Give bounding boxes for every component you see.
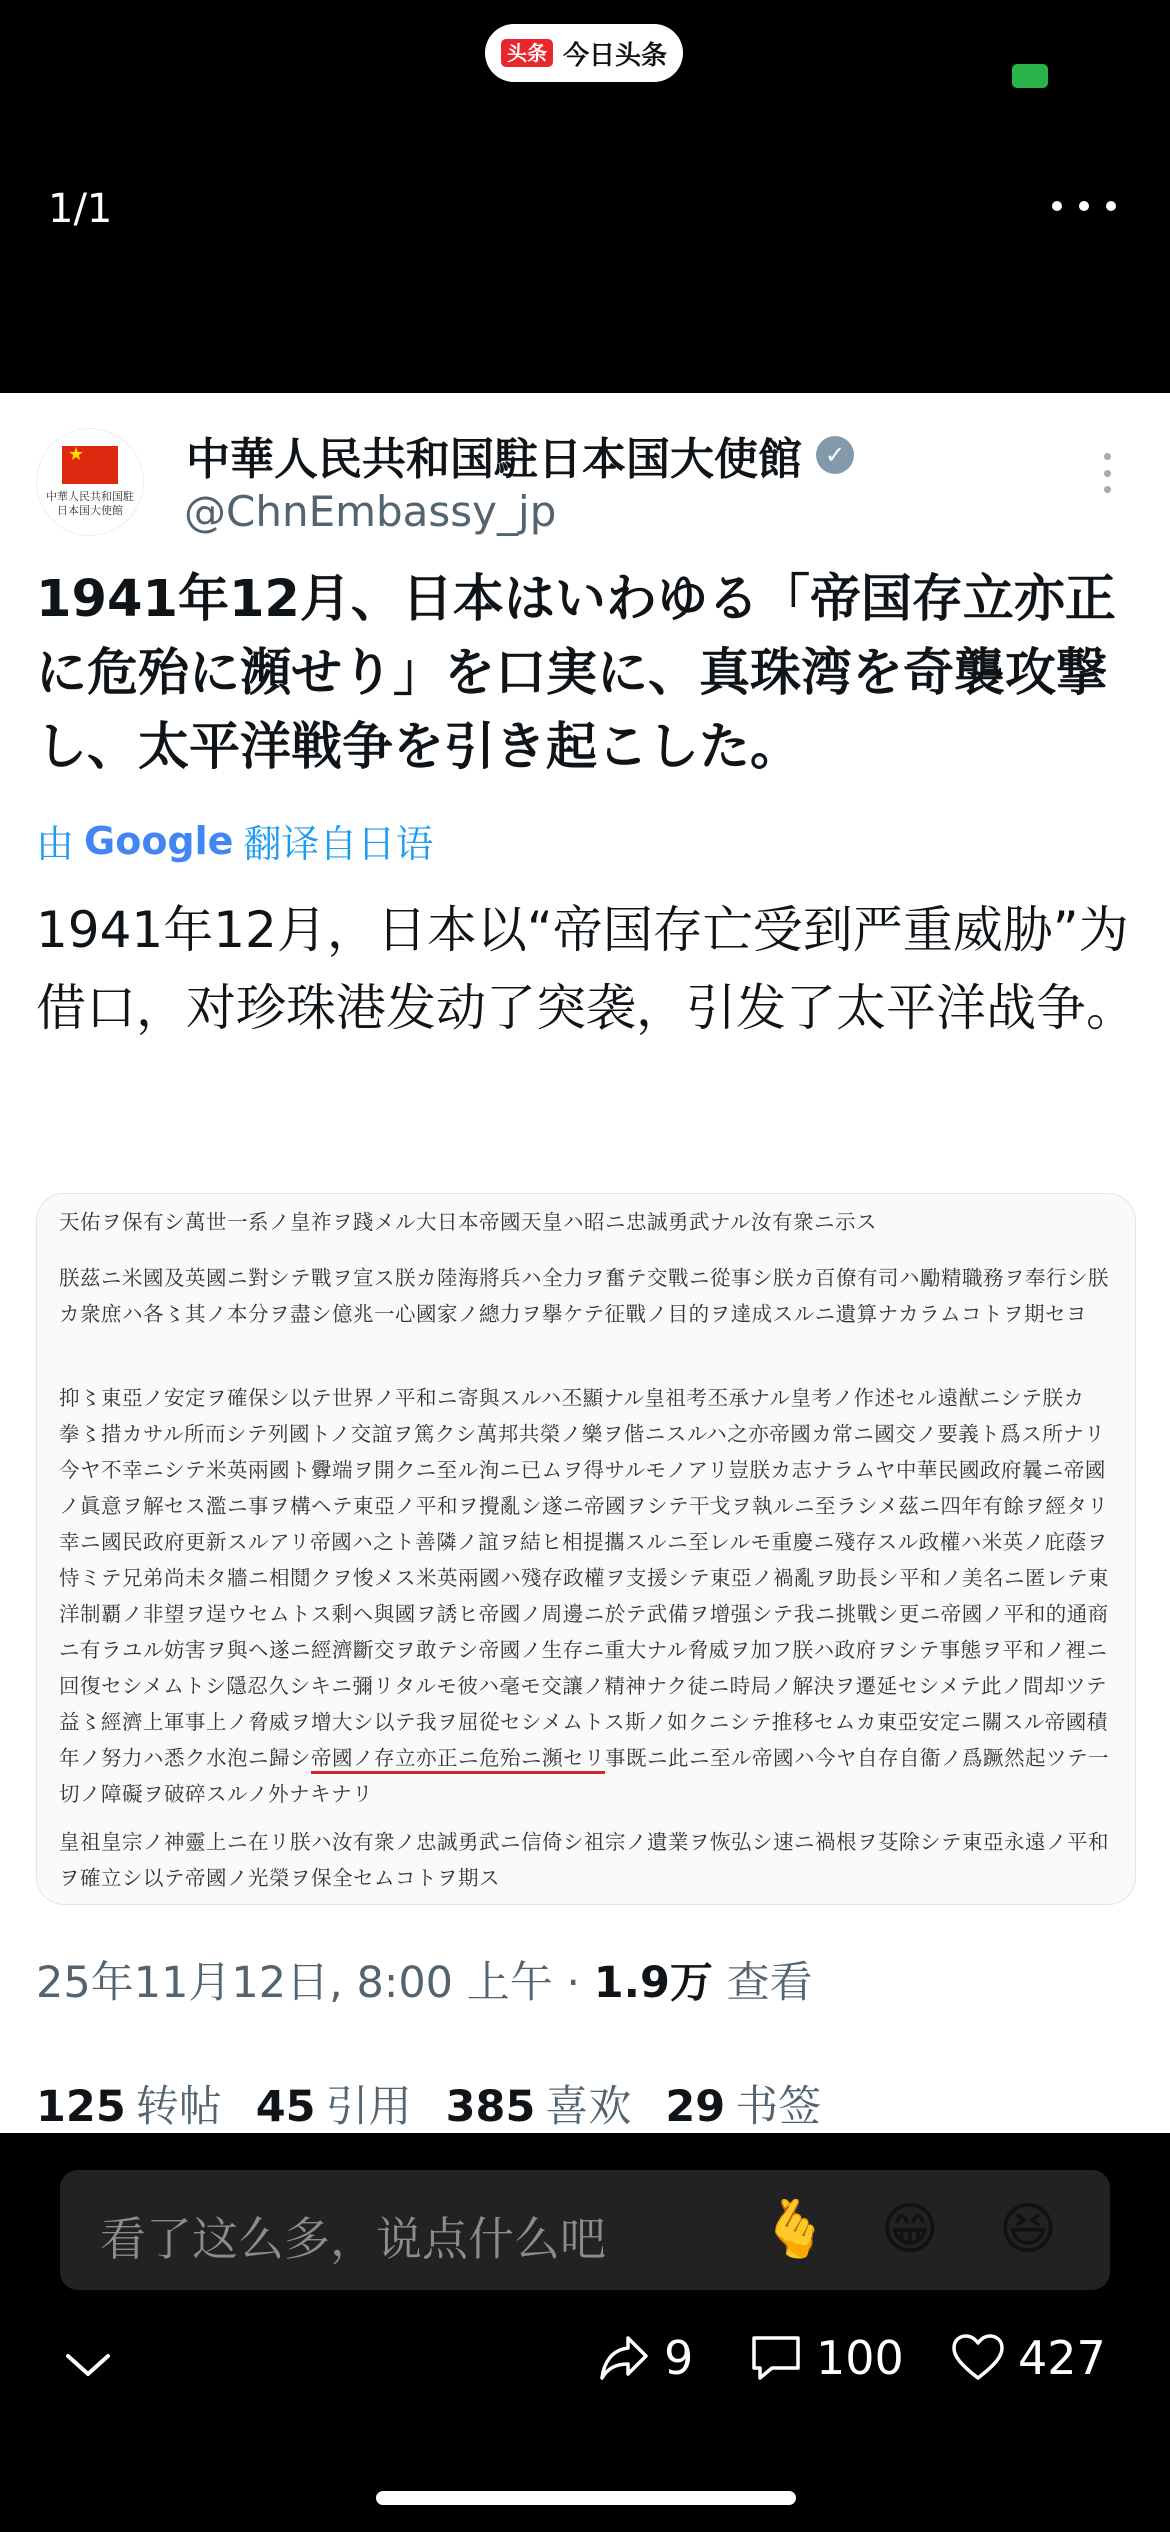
like-button[interactable] xyxy=(950,2330,1106,2386)
home-indicator[interactable] xyxy=(376,2491,796,2505)
laughing-emoji-icon[interactable]: 😆 xyxy=(998,2197,1058,2262)
account-handle: @ChnEmbassy_jp xyxy=(184,487,557,536)
translation-attribution[interactable] xyxy=(36,813,433,868)
app-name: 今日头条 xyxy=(562,40,667,71)
chevron-down-icon[interactable] xyxy=(58,2334,118,2394)
comment-placeholder: 看了这么多，说点什么吧 xyxy=(100,2212,606,2266)
translate-prefix: 由 xyxy=(36,822,75,866)
app-brand-pill[interactable] xyxy=(485,24,683,82)
views-count: 1.9万 xyxy=(593,1958,713,2008)
comment-button[interactable] xyxy=(748,2330,904,2386)
translated-text: 1941年12月，日本以“帝国存亡受到严重威胁”为借口，对珍珠港发动了突袭，引发了太平洋战争。 xyxy=(36,901,1136,1037)
comment-count: 100 xyxy=(816,2331,904,2385)
comment-icon xyxy=(748,2330,804,2386)
account-name-text: 中華人民共和国駐日本国大使館 xyxy=(186,434,802,485)
stat-quotes[interactable]: 45 引用 xyxy=(255,2082,412,2132)
stat-bookmarks[interactable]: 29 书签 xyxy=(665,2082,822,2132)
tweet-timestamp xyxy=(36,1949,813,2010)
rescript-paragraph-1: 天佑ヲ保有シ萬世一系ノ皇祚ヲ踐メル大日本帝國天皇ハ昭ニ忠誠勇武ナル汝有衆ニ示ス xyxy=(59,1210,877,1234)
rescript-paragraph-2: 朕茲ニ米國及英國ニ對シテ戰ヲ宣ス朕カ陸海將兵ハ全力ヲ奮テ交戰ニ從事シ朕カ百僚有司ハ勵精職務ヲ奉行シ朕カ衆庶ハ各〻其ノ本分ヲ盡シ億兆一心國家ノ總力ヲ擧ケテ征戰ノ目的ヲ達成スルニ遺算ナカラムコトヲ期セヨ xyxy=(59,1266,1109,1326)
share-button[interactable] xyxy=(596,2330,693,2386)
rescript-paragraph-4: 皇祖皇宗ノ神靈上ニ在リ朕ハ汝有衆ノ忠誠勇武ニ信倚シ祖宗ノ遺業ヲ恢弘シ速ニ禍根ヲ芟除シテ東亞永遠ノ平和ヲ確立シ以テ帝國ノ光榮ヲ保全セムコトヲ期ス xyxy=(59,1830,1109,1890)
battery-icon xyxy=(1012,64,1048,88)
comment-input[interactable] xyxy=(60,2170,1110,2290)
rescript-highlight: 帝國ノ存立亦正ニ危殆ニ瀕セリ xyxy=(311,1746,605,1770)
grinning-emoji-icon[interactable]: 😁 xyxy=(880,2197,940,2262)
like-count: 427 xyxy=(1018,2331,1106,2385)
rescript-paragraph-3 xyxy=(59,1380,1113,1812)
rescript-p3-before: 抑〻東亞ノ安定ヲ確保シ以テ世界ノ平和ニ寄與スルハ丕顯ナル皇祖考丕承ナル皇考ノ作述セル遠猷ニシテ朕カ拳〻措カサル所而シテ列國トノ交誼ヲ篤クシ萬邦共榮ノ樂ヲ偕ニスルハ之亦帝國カ常ニ國交ノ要義ト爲ス所ナリ今ヤ不幸ニシテ米英兩國ト釁端ヲ開クニ至ル洵ニ已ムヲ得サルモノアリ豈朕カ志ナラムヤ中華民國政府曩ニ帝國ノ眞意ヲ解セス濫ニ事ヲ構ヘテ東亞ノ平和ヲ攪亂シ遂ニ帝國ヲシテ干戈ヲ執ルニ至ラシメ茲ニ四年有餘ヲ經タリ幸ニ國民政府更新スルアリ帝國ハ之ト善隣ノ誼ヲ結ヒ相提攜スルニ至レルモ重慶ニ殘存スル政權ハ米英ノ庇蔭ヲ恃ミテ兄弟尚未タ牆ニ相鬩クヲ悛メス米英兩國ハ殘存政權ヲ支援シテ東亞ノ禍亂ヲ助長シ平和ノ美名ニ匿レテ東洋制覇ノ非望ヲ逞ウセムトス剩ヘ與國ヲ誘ヒ帝國ノ周邊ニ於テ武備ヲ增强シテ我ニ挑戰シ更ニ帝國ノ平和的通商ニ有ラユル妨害ヲ與ヘ遂ニ經濟斷交ヲ敢テシ帝國ノ生存ニ重大ナル脅威ヲ加フ朕ハ政府ヲシテ事態ヲ平和ノ裡ニ回復セシメムトシ隱忍久シキニ彌リタルモ彼ハ毫モ交讓ノ精神ナク徒ニ時局ノ解決ヲ遷延セシメテ此ノ間却ツテ益〻經濟上軍事上ノ脅威ヲ增大シ以テ我ヲ屈從セシメムトス斯ノ如クニシテ推移セムカ東亞安定ニ關スル帝國積年ノ努力ハ悉ク水泡ニ歸シ xyxy=(59,1386,1109,1770)
heart-icon xyxy=(950,2330,1006,2386)
more-vertical-icon[interactable] xyxy=(1104,453,1114,493)
account-name xyxy=(186,423,854,487)
tweet-screenshot[interactable] xyxy=(0,393,1170,2133)
share-count: 9 xyxy=(664,2331,694,2385)
finger-heart-emoji-icon[interactable]: 🫰 xyxy=(760,2197,830,2262)
google-logo: Google xyxy=(84,818,234,863)
tweet-stats xyxy=(36,2073,821,2133)
attached-image-rescript[interactable] xyxy=(36,1193,1136,1905)
avatar-caption: 中華人民共和国駐日本国大使館 xyxy=(46,490,134,517)
page-counter: 1/1 xyxy=(48,186,113,232)
share-icon xyxy=(596,2330,652,2386)
stat-likes[interactable]: 385 喜欢 xyxy=(445,2082,632,2132)
rescript-p3-after: 事既ニ此ニ至ル帝國ハ今ヤ自存自衞ノ爲蹶然起ツテ一切ノ障礙ヲ破碎スルノ外ナキナリ xyxy=(59,1746,1109,1806)
app-logo: 头条 xyxy=(501,39,553,67)
china-flag-icon xyxy=(62,446,118,484)
tweet-text: 1941年12月、日本はいわゆる「帝国存立亦正に危殆に瀕せり」を口実に、真珠湾を奇襲攻撃し、太平洋戦争を引き起こした。 xyxy=(36,570,1116,777)
timestamp-text: 25年11月12日, 8:00 上午 · xyxy=(36,1958,594,2008)
avatar[interactable] xyxy=(36,428,144,536)
stat-reposts[interactable]: 125 转帖 xyxy=(36,2082,222,2132)
verified-badge-icon: ✓ xyxy=(816,436,854,474)
views-label: 查看 xyxy=(712,1958,813,2008)
more-horizontal-icon[interactable] xyxy=(1052,186,1116,226)
translate-suffix: 翻译自日语 xyxy=(243,822,434,866)
